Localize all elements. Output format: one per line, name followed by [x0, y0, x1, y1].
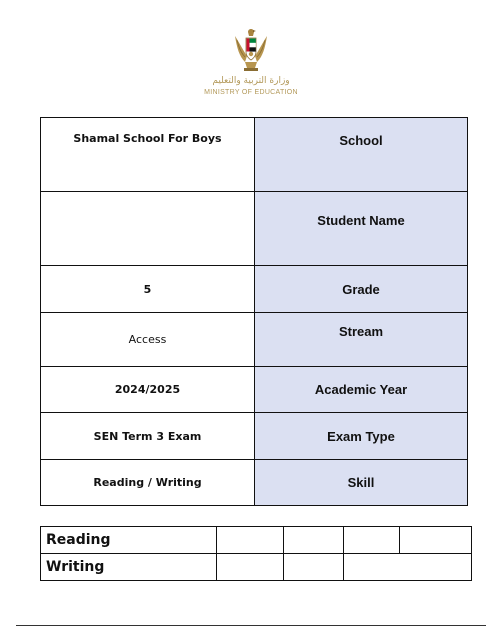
table-row: [41, 554, 472, 581]
table-row: [41, 413, 468, 460]
academic-year-label: Academic Year: [255, 367, 468, 413]
stream-value: [41, 313, 255, 367]
reading-score-cell-2[interactable]: [284, 527, 344, 554]
grade-label: Grade: [255, 266, 468, 313]
table-row: [41, 266, 468, 313]
reading-score-cell-1[interactable]: [217, 527, 284, 554]
reading-label: Reading: [41, 527, 217, 554]
skill-label: Skill: [255, 460, 468, 506]
exam-type-value: SEN Term 3 Exam: [41, 413, 255, 460]
stream-value-text: Access: [128, 333, 167, 346]
skill-value-text: Reading / Writing: [93, 476, 202, 489]
ministry-english-name: MINISTRY OF EDUCATION: [204, 89, 298, 96]
table-row: [41, 313, 468, 367]
school-label-text: School: [339, 133, 383, 148]
uae-falcon-emblem-icon: [231, 26, 271, 74]
student-name-label-text: Student Name: [317, 213, 405, 228]
logo: [0, 26, 502, 74]
writing-score-cell-3[interactable]: [344, 554, 472, 581]
reading-score-cell-3[interactable]: [344, 527, 400, 554]
student-name-value[interactable]: [41, 192, 255, 266]
exam-type-label: Exam Type: [255, 413, 468, 460]
stream-label-text: Stream: [338, 324, 384, 339]
table-row: [41, 460, 468, 506]
school-label: [255, 118, 468, 192]
stream-label: [255, 313, 468, 367]
skills-score-table: [40, 526, 472, 581]
exam-info-table: [40, 117, 468, 506]
footer-divider: [16, 625, 486, 626]
school-value-text: Shamal School For Boys: [73, 132, 222, 145]
skill-value: [41, 460, 255, 506]
academic-year-value-text: 2024/2025: [114, 383, 181, 396]
academic-year-value: [41, 367, 255, 413]
table-row: [41, 192, 468, 266]
table-row: [41, 367, 468, 413]
ministry-arabic-name: وزارة التربية والتعليم: [212, 76, 290, 86]
table-row: [41, 527, 472, 554]
writing-score-cell-2[interactable]: [284, 554, 344, 581]
school-value: [41, 118, 255, 192]
writing-label: Writing: [41, 554, 217, 581]
grade-value-text: 5: [143, 282, 152, 296]
student-name-label: [255, 192, 468, 266]
table-row: [41, 118, 468, 192]
reading-score-cell-4[interactable]: [400, 527, 472, 554]
writing-score-cell-1[interactable]: [217, 554, 284, 581]
grade-value: [41, 266, 255, 313]
